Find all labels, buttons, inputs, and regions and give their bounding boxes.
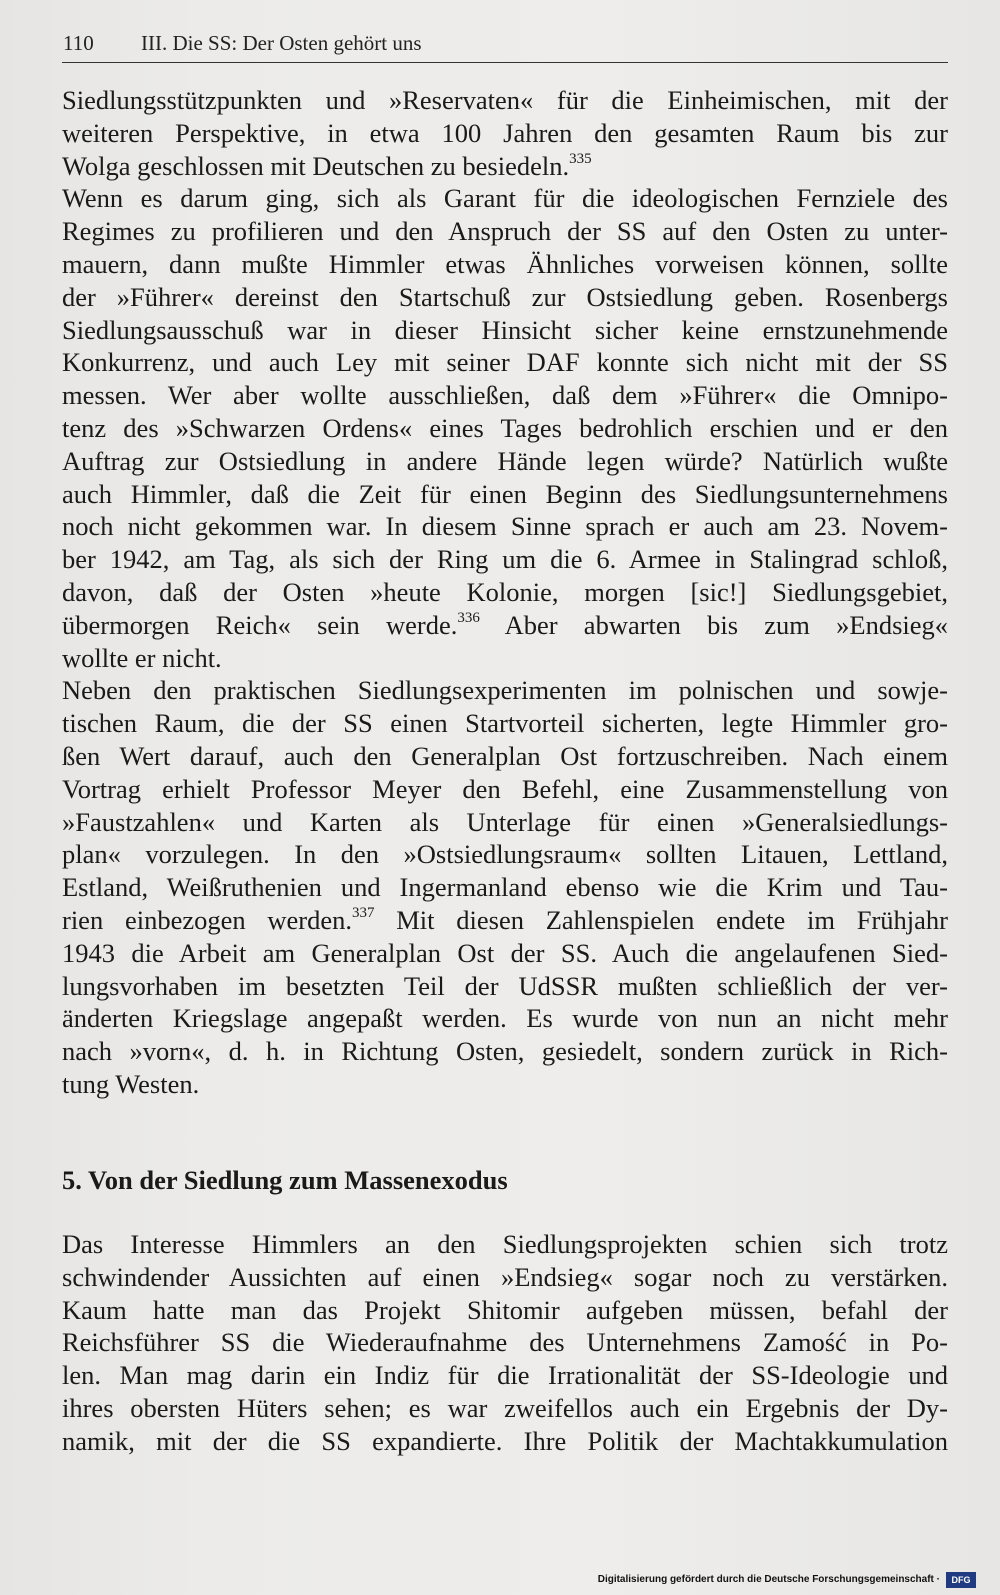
line-text: noch nicht gekommen war. In diesem Sinne sprach er auch am 23. Novem- [62, 511, 948, 542]
text-line [62, 281, 948, 314]
line-text: der »Führer« dereinst den Startschuß zur Ostsiedlung geben. Rosenbergs [62, 281, 948, 312]
line-text: tischen Raum, die der SS einen Startvorteil sicherten, legte Himmler gro- [62, 708, 948, 739]
text-line [62, 609, 948, 642]
text-line [62, 707, 948, 740]
line-text: lungsvorhaben im besetzten Teil der UdSSR mußten schließlich der ver- [62, 970, 948, 1001]
text-line [62, 543, 948, 576]
line-text: Siedlungsstützpunkten und »Reservaten« für die Einheimischen, mit der [62, 85, 948, 115]
line-text: Siedlungsausschuß war in dieser Hinsicht sicher keine ernstzunehmende [62, 314, 948, 345]
text-line [62, 478, 948, 511]
text-line [62, 674, 948, 707]
line-text: davon, daß der Osten »heute Kolonie, morgen [sic!] Siedlungsgebiet, [62, 576, 948, 607]
line-text: namik, mit der die SS expandierte. Ihre Politik der Machtakkumulation [62, 1425, 948, 1456]
line-text: nach »vorn«, d. h. in Richtung Osten, gesiedelt, sondern zurück in Rich- [62, 1036, 948, 1067]
line-text: messen. Wer aber wollte ausschließen, daß dem »Führer« die Omnipo- [62, 380, 948, 411]
line-text: tung Westen. [62, 1068, 200, 1099]
line-text: Neben den praktischen Siedlungsexperimenten im polnischen und sowje- [62, 675, 948, 706]
text-line [62, 871, 948, 904]
text-line [62, 773, 948, 806]
line-text: ßen Wert darauf, auch den Generalplan Ost fortzuschreiben. Nach einem [62, 740, 948, 771]
section-text [62, 1228, 948, 1458]
line-text: auch Himmler, daß die Zeit für einen Beginn des Siedlungsunternehmens [62, 478, 948, 509]
text-line [62, 1002, 948, 1035]
line-text: Konkurrenz, und auch Ley mit seiner DAF konnte sich nicht mit der SS [62, 347, 948, 378]
text-line [62, 346, 948, 379]
text-line [62, 576, 948, 609]
text-line [62, 1228, 948, 1261]
line-text-after-footnote: Mit diesen Zahlenspielen endete im Frühjahr [374, 904, 948, 935]
text-line [62, 642, 948, 675]
line-text: Wolga geschlossen mit Deutschen zu besiedeln. [62, 150, 570, 181]
text-line [62, 806, 948, 839]
digitization-credit: Digitalisierung gefördert durch die Deutsche Forschungsgemeinschaft · [597, 1574, 940, 1585]
text-line [62, 1261, 948, 1294]
line-text: Estland, Weißruthenien und Ingermanland ebenso wie die Krim und Tau- [62, 872, 948, 903]
line-text: Vortrag erhielt Professor Meyer den Befehl, eine Zusammenstellung von [62, 773, 948, 804]
text-line [62, 740, 948, 773]
text-line [62, 1425, 948, 1458]
line-text: mauern, dann mußte Himmler etwas Ähnliches vorweisen können, sollte [62, 248, 948, 279]
text-line [62, 970, 948, 1003]
line-text: tenz des »Schwarzen Ordens« eines Tages bedrohlich erschien und er den [62, 412, 948, 443]
text-line [62, 1326, 948, 1359]
text-line [62, 1294, 948, 1327]
footnote-marker: 337 [351, 904, 375, 921]
line-text: weiteren Perspektive, in etwa 100 Jahren den gesamten Raum bis zur [62, 117, 948, 148]
body-text [62, 84, 948, 1101]
line-text: ihres obersten Hüters sehen; es war zweifellos auch ein Ergebnis der Dy- [62, 1392, 948, 1423]
line-text: len. Man mag darin ein Indiz für die Irrationalität der SS-Ideologie und [62, 1360, 948, 1391]
text-line [62, 379, 948, 412]
page-number: 110 [63, 31, 94, 55]
line-text: »Faustzahlen« und Karten als Unterlage für einen »Generalsiedlungs- [62, 806, 948, 837]
text-line [62, 904, 948, 937]
text-line [62, 248, 948, 281]
header-rule [62, 62, 948, 63]
line-text: 1943 die Arbeit am Generalplan Ost der SS. Auch die angelaufenen Sied- [62, 937, 948, 968]
line-text: Auftrag zur Ostsiedlung in andere Hände legen würde? Natürlich wußte [62, 445, 948, 476]
text-line [62, 412, 948, 445]
text-line [62, 445, 948, 478]
text-line [62, 314, 948, 347]
text-line [62, 1359, 948, 1392]
running-title: III. Die SS: Der Osten gehört uns [141, 31, 422, 55]
text-line [62, 838, 948, 871]
line-text-after-footnote: Aber abwarten bis zum »Endsieg« [479, 609, 949, 640]
line-text: Regimes zu profilieren und den Anspruch der SS auf den Osten zu unter- [62, 216, 948, 247]
line-text: Reichsführer SS die Wiederaufnahme des Unternehmens Zamość in Po- [62, 1327, 948, 1358]
line-text: übermorgen Reich« sein werde. [62, 609, 458, 640]
line-text: plan« vorzulegen. In den »Ostsiedlungsraum« sollten Litauen, Lettland, [62, 839, 948, 870]
section-heading: 5. Von der Siedlung zum Massenexodus [62, 1165, 508, 1195]
line-text: rien einbezogen werden. [62, 904, 352, 935]
text-line [62, 84, 948, 117]
text-line [62, 1068, 948, 1101]
text-line [62, 117, 948, 150]
footnote-marker: 336 [457, 609, 480, 626]
line-text: Kaum hatte man das Projekt Shitomir aufgeben müssen, befahl der [62, 1294, 948, 1325]
text-line [62, 182, 948, 215]
running-head [63, 28, 948, 62]
text-line [62, 215, 948, 248]
line-text: schwindender Aussichten auf einen »Endsieg« sogar noch zu verstärken. [62, 1261, 948, 1292]
dfg-logo: DFG [946, 1572, 976, 1588]
footnote-marker: 335 [569, 150, 592, 167]
line-text: änderten Kriegslage angepaßt werden. Es wurde von nun an nicht mehr [62, 1003, 948, 1034]
line-text: Das Interesse Himmlers an den Siedlungsprojekten schien sich trotz [62, 1229, 948, 1259]
line-text: ber 1942, am Tag, als sich der Ring um die 6. Armee in Stalingrad schloß, [62, 544, 948, 575]
text-line [62, 1035, 948, 1068]
text-line [62, 150, 948, 183]
line-text: wollte er nicht. [62, 642, 222, 673]
text-line [62, 1392, 948, 1425]
text-line [62, 937, 948, 970]
text-line [62, 510, 948, 543]
line-text: Wenn es darum ging, sich als Garant für die ideologischen Fernziele des [62, 183, 948, 214]
